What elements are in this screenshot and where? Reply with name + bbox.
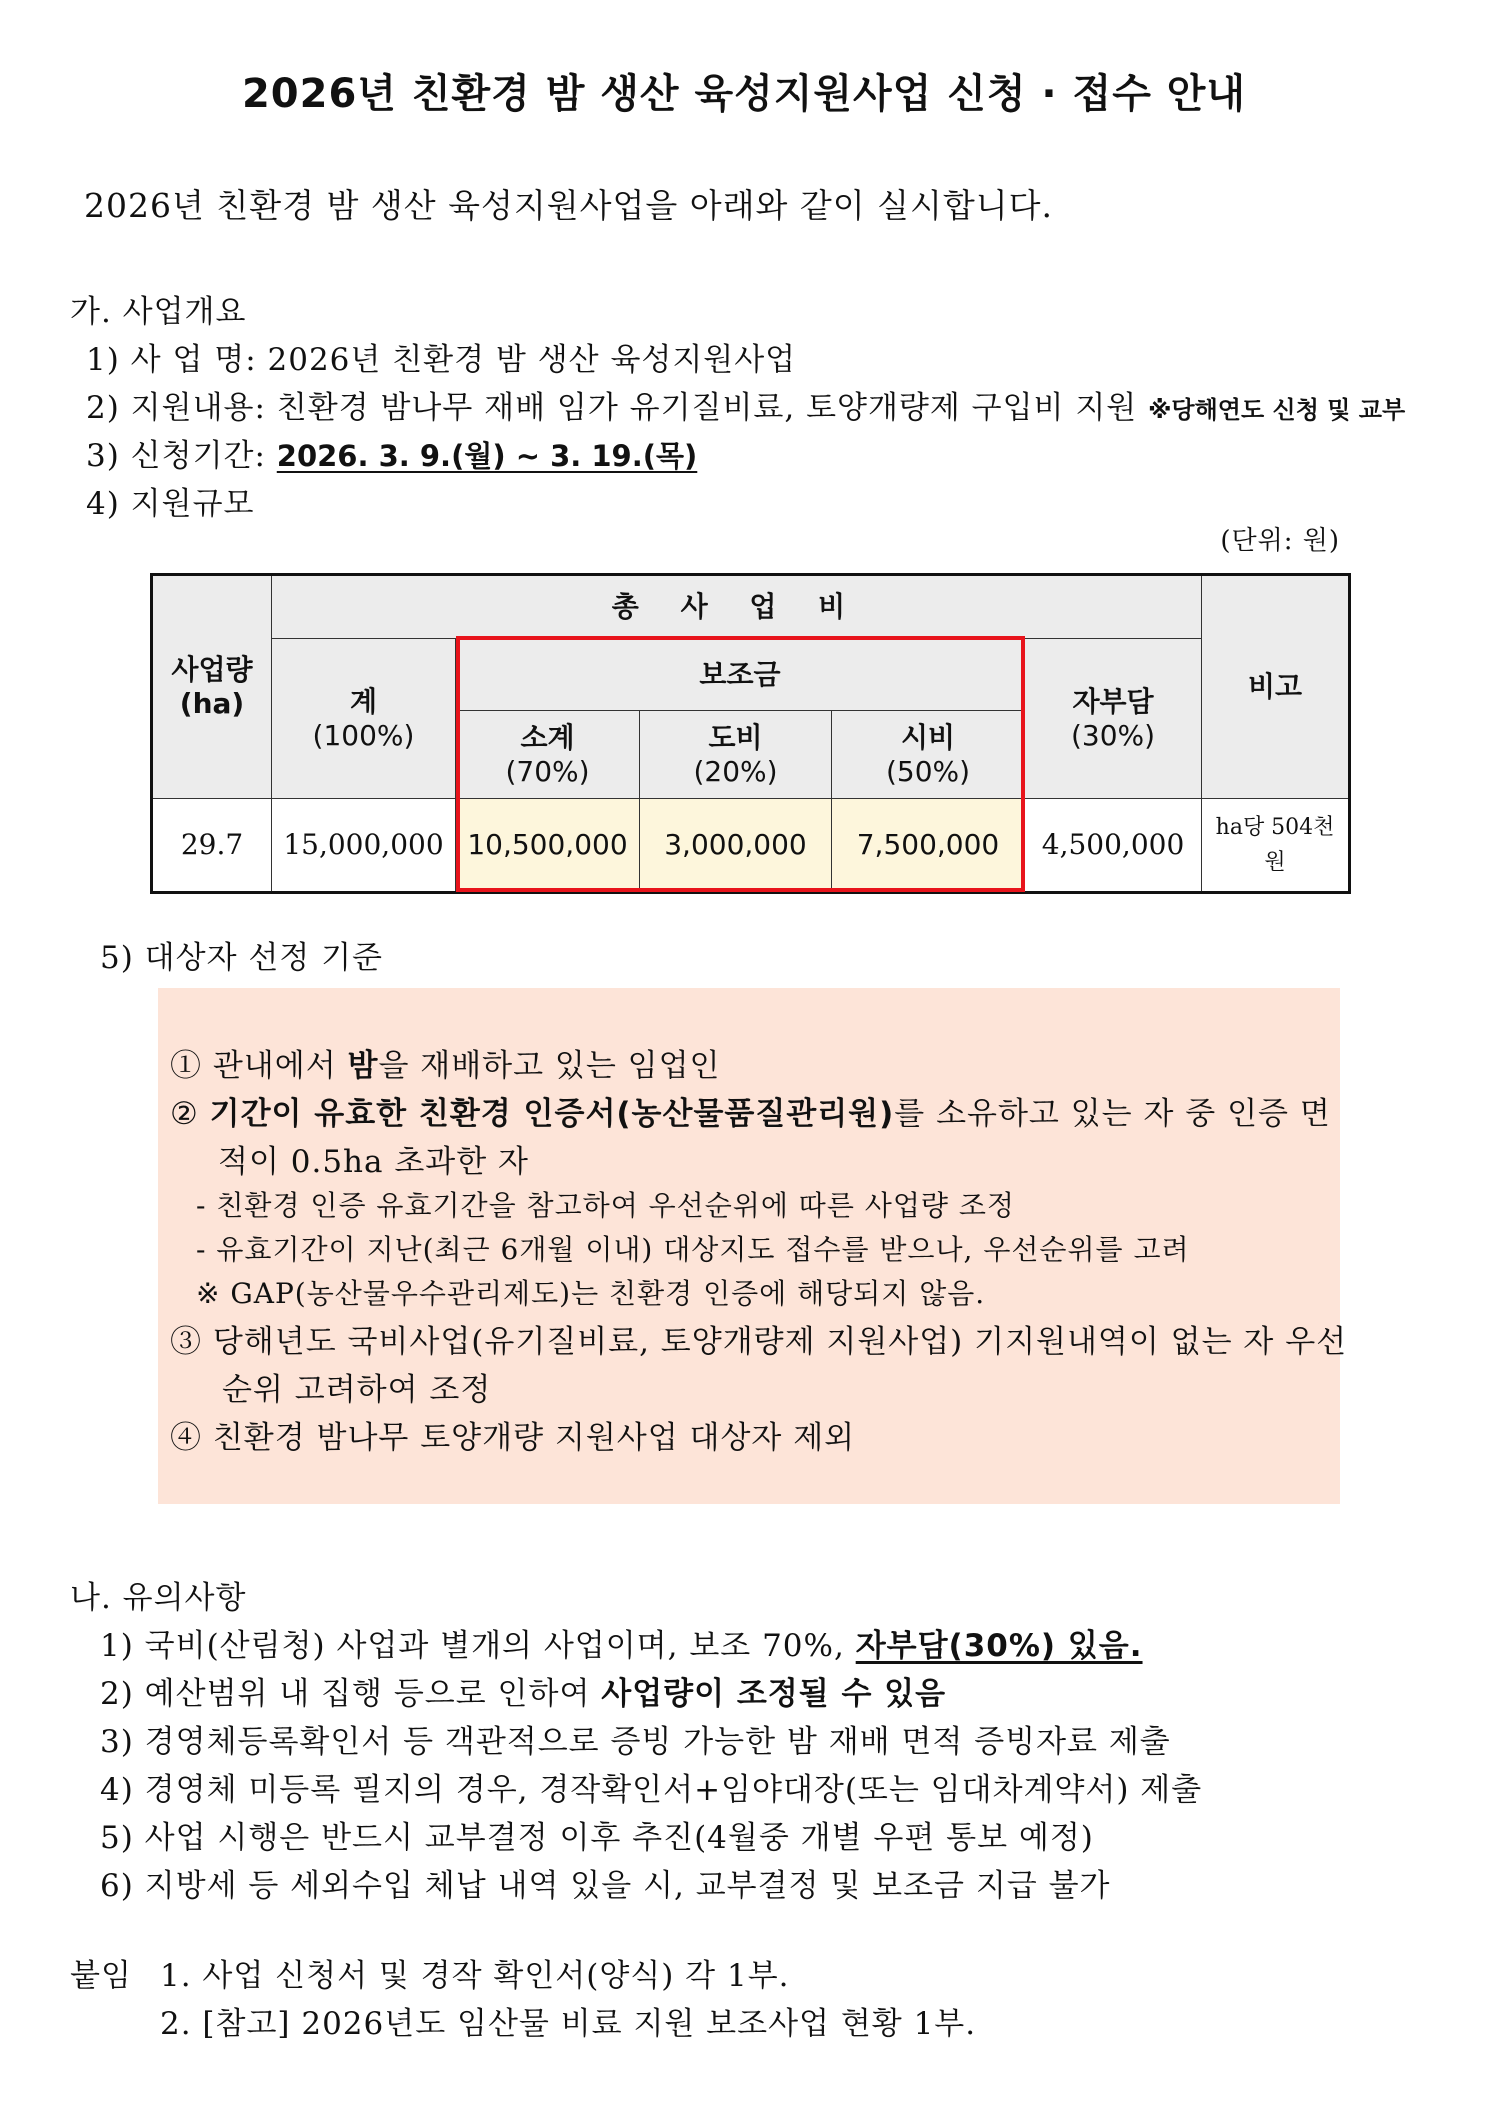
support-content bbox=[86, 382, 1405, 427]
notice-2: 2) 예산범위 내 집행 등으로 인하여 사업량이 조정될 수 있음 bbox=[100, 1676, 947, 1712]
support-scale-heading: 4) 지원규모 bbox=[86, 486, 255, 522]
notice-6: 6) 지방세 등 세외수입 체납 내역 있을 시, 교부결정 및 보조금 지급 불가 bbox=[100, 1868, 1111, 1904]
criteria-2-continued: 적이 0.5ha 초과한 자 bbox=[218, 1144, 529, 1180]
section-ga-heading: 가. 사업개요 bbox=[70, 294, 247, 330]
cell-city: 7,500,000 bbox=[832, 799, 1025, 893]
cell-area: 29.7 bbox=[152, 799, 272, 893]
notice-3: 3) 경영체등록확인서 등 객관적으로 증빙 가능한 밤 재배 면적 증빙자료 제출 bbox=[100, 1724, 1171, 1760]
criteria-4: ④ 친환경 밤나무 토양개량 지원사업 대상자 제외 bbox=[170, 1420, 856, 1456]
header-subsidy: 보조금 bbox=[456, 639, 1025, 711]
cell-subtotal: 10,500,000 bbox=[456, 799, 640, 893]
header-area: 사업량 (ha) bbox=[152, 575, 272, 799]
notice-5: 5) 사업 시행은 반드시 교부결정 이후 추진(4월중 개별 우편 통보 예정) bbox=[100, 1820, 1094, 1856]
application-period-label: 3) 신청기간: bbox=[86, 438, 277, 474]
unit-label: (단위: 원) bbox=[1220, 526, 1340, 556]
criteria-1: ① 관내에서 밤을 재배하고 있는 임업인 bbox=[170, 1048, 721, 1084]
header-sum: 계 (100%) bbox=[272, 639, 456, 799]
support-content-note: ※당해연도 신청 및 교부 bbox=[1148, 396, 1406, 424]
header-self-pay: 자부담 (30%) bbox=[1025, 639, 1202, 799]
attachment-1: 1. 사업 신청서 및 경작 확인서(양식) 각 1부. bbox=[160, 1958, 790, 1994]
notice-4: 4) 경영체 미등록 필지의 경우, 경작확인서+임야대장(또는 임대차계약서) 제출 bbox=[100, 1772, 1203, 1808]
header-province: 도비 (20%) bbox=[640, 711, 832, 799]
criteria-2-sub-1: - 친환경 인증 유효기간을 참고하여 우선순위에 따른 사업량 조정 bbox=[196, 1189, 1015, 1222]
criteria-2: ② 기간이 유효한 친환경 인증서(농산물품질관리원)를 소유하고 있는 자 중 인증 면 bbox=[170, 1096, 1331, 1132]
criteria-heading: 5) 대상자 선정 기준 bbox=[100, 940, 384, 976]
intro-text: 2026년 친환경 밤 생산 육성지원사업을 아래와 같이 실시합니다. bbox=[84, 186, 1053, 225]
cell-sum: 15,000,000 bbox=[272, 799, 456, 893]
project-name: 1) 사 업 명: 2026년 친환경 밤 생산 육성지원사업 bbox=[86, 342, 797, 378]
header-total-cost: 총 사 업 비 bbox=[272, 575, 1202, 639]
application-period-dates: 2026. 3. 9.(월) ~ 3. 19.(목) bbox=[276, 439, 698, 473]
application-period bbox=[86, 430, 697, 475]
header-note: 비고 bbox=[1202, 575, 1350, 799]
header-city: 시비 (50%) bbox=[832, 711, 1025, 799]
cell-self-pay: 4,500,000 bbox=[1025, 799, 1202, 893]
section-na-heading: 나. 유의사항 bbox=[70, 1580, 247, 1616]
table-row bbox=[152, 799, 1350, 893]
criteria-2-sub-3: ※ GAP(농산물우수관리제도)는 친환경 인증에 해당되지 않음. bbox=[196, 1277, 986, 1310]
criteria-3-continued: 순위 고려하여 조정 bbox=[222, 1372, 492, 1408]
attachment-label: 붙임 bbox=[70, 1958, 132, 1994]
attachment-2: 2. [참고] 2026년도 임산물 비료 지원 보조사업 현황 1부. bbox=[160, 2006, 977, 2042]
support-content-text: 2) 지원내용: 친환경 밤나무 재배 임가 유기질비료, 토양개량제 구입비 지원 bbox=[86, 390, 1138, 426]
notice-1: 1) 국비(산림청) 사업과 별개의 사업이며, 보조 70%, 자부담(30%) 있음. bbox=[100, 1628, 1143, 1664]
criteria-2-sub-2: - 유효기간이 지난(최근 6개월 이내) 대상지도 접수를 받으나, 우선순위를 고려 bbox=[196, 1233, 1190, 1266]
criteria-3: ③ 당해년도 국비사업(유기질비료, 토양개량제 지원사업) 기지원내역이 없는 자 우선 bbox=[170, 1324, 1348, 1360]
header-subtotal: 소계 (70%) bbox=[456, 711, 640, 799]
cell-note: ha당 504천 원 bbox=[1202, 799, 1350, 893]
document-title: 2026년 친환경 밤 생산 육성지원사업 신청 · 접수 안내 bbox=[241, 71, 1247, 117]
budget-table bbox=[150, 573, 1351, 894]
cell-province: 3,000,000 bbox=[640, 799, 832, 893]
